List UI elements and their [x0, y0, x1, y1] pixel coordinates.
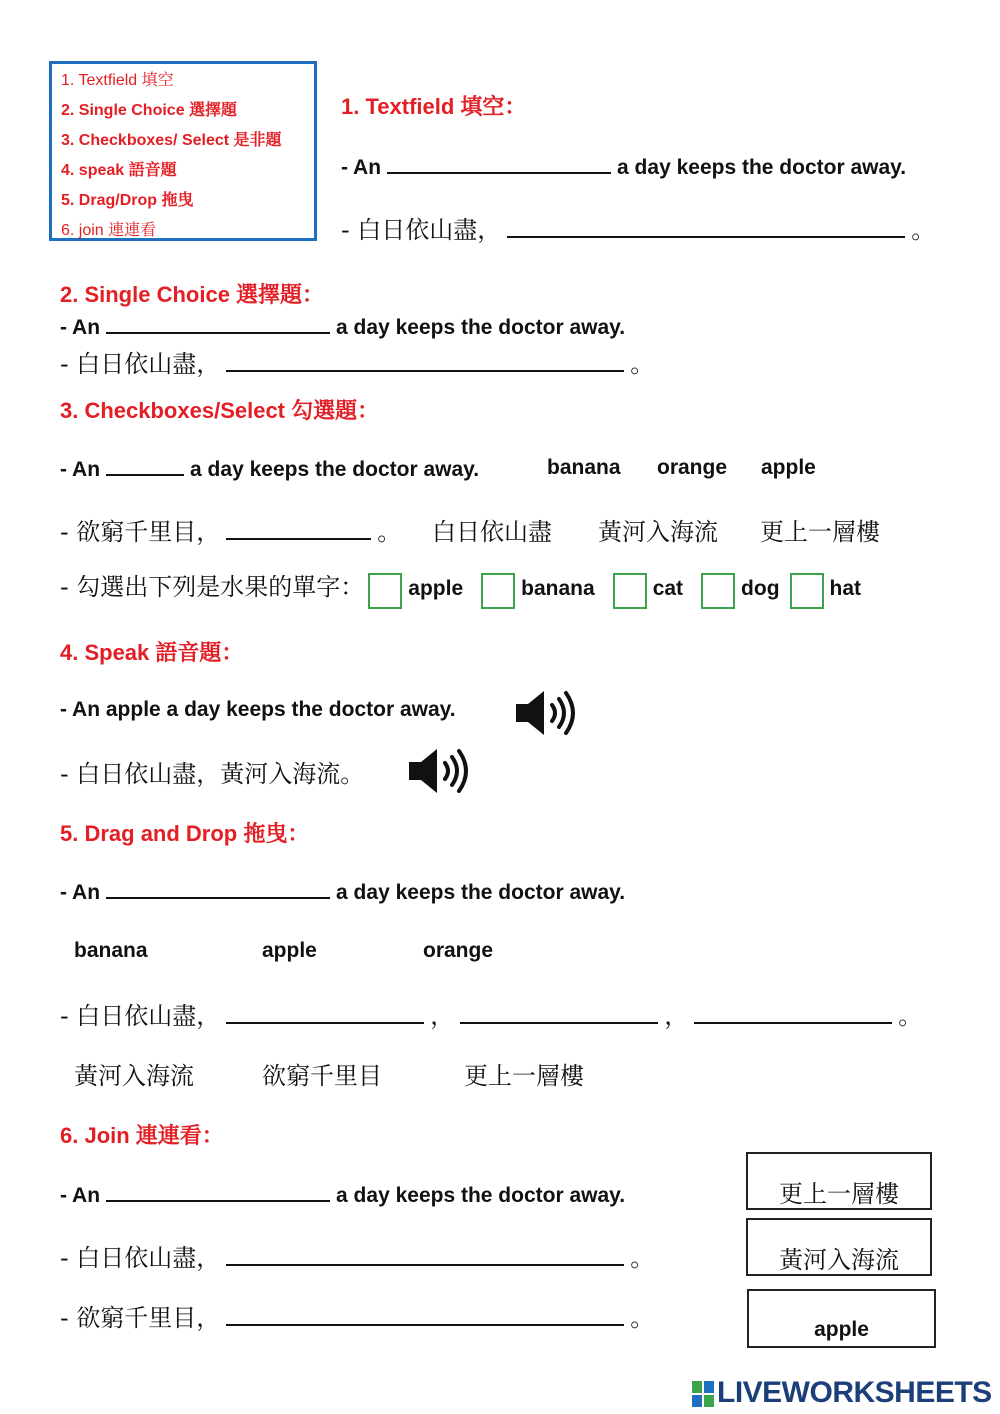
- section-2-heading: 2. Single Choice 選擇題：: [60, 282, 325, 307]
- q-text: - 白日依山盡，: [60, 1244, 221, 1272]
- s5-question-2: [60, 996, 922, 1031]
- select-option[interactable]: apple: [761, 456, 816, 479]
- q-text: - An: [60, 881, 101, 904]
- section-5-heading: 5. Drag and Drop 拖曳：: [60, 821, 310, 846]
- q-text: a day keeps the doctor away.: [190, 458, 480, 481]
- join-box-label: apple: [814, 1318, 869, 1341]
- section-3-heading: 3. Checkboxes/Select 勾選題：: [60, 398, 380, 423]
- join-box[interactable]: [746, 1152, 932, 1210]
- checkbox-label: dog: [741, 577, 780, 600]
- s2-question-2: [60, 344, 654, 379]
- q-text: a day keeps the doctor away.: [336, 881, 626, 904]
- q-text: a day keeps the doctor away.: [336, 316, 626, 339]
- s3-question-3: [60, 566, 861, 608]
- select-blank[interactable]: [226, 520, 371, 540]
- drop-zone[interactable]: [106, 879, 330, 899]
- q-text: 。: [377, 518, 402, 546]
- q-text: - An: [60, 458, 101, 481]
- join-line: [106, 1182, 330, 1202]
- select-blank[interactable]: [106, 456, 184, 476]
- q-text: 。: [630, 350, 655, 378]
- s1-question-1: [341, 154, 906, 180]
- q-text: 。: [911, 216, 936, 244]
- toc-item: 5. Drag/Drop 拖曳: [61, 192, 194, 209]
- select-option[interactable]: banana: [547, 456, 621, 479]
- join-line: [226, 1306, 624, 1326]
- s5-question-1: [60, 879, 625, 905]
- q-text: - An: [60, 316, 101, 339]
- join-box[interactable]: [747, 1289, 936, 1348]
- checkbox[interactable]: [790, 573, 824, 609]
- text-field[interactable]: [507, 218, 905, 238]
- drop-zone[interactable]: [694, 1004, 892, 1024]
- join-box[interactable]: [746, 1218, 932, 1276]
- q-text: - 勾選出下列是水果的單字：: [60, 573, 365, 601]
- q-text: - 欲窮千里目，: [60, 518, 221, 546]
- q-text: a day keeps the doctor away.: [617, 156, 907, 179]
- q-text: - 欲窮千里目，: [60, 1304, 221, 1332]
- s3-question-2: [60, 512, 401, 547]
- speaker-icon[interactable]: [514, 688, 578, 738]
- select-option[interactable]: 黃河入海流: [598, 518, 718, 546]
- drop-zone[interactable]: [460, 1004, 658, 1024]
- checkbox[interactable]: [613, 573, 647, 609]
- section-6-heading: 6. Join 連連看：: [60, 1123, 224, 1148]
- section-1-heading: 1. Textfield 填空：: [341, 94, 527, 119]
- checkbox-label: cat: [652, 577, 684, 600]
- q-text: 。: [898, 1002, 923, 1030]
- drag-word[interactable]: apple: [262, 939, 317, 962]
- choice-select[interactable]: [106, 314, 330, 334]
- s4-sentence-2: - 白日依山盡，黃河入海流。: [60, 760, 365, 788]
- toc-item: 3. Checkboxes/ Select 是非題: [61, 132, 282, 149]
- toc-item: 2. Single Choice 選擇題: [61, 102, 238, 119]
- q-text: 。: [630, 1244, 655, 1272]
- drag-word[interactable]: 欲窮千里目: [262, 1062, 382, 1090]
- drag-word[interactable]: 更上一層樓: [464, 1062, 584, 1090]
- s6-question-2: [60, 1238, 654, 1273]
- checkbox-label: banana: [521, 577, 595, 600]
- toc-box: [49, 61, 317, 241]
- drag-word[interactable]: banana: [74, 939, 148, 962]
- join-box-label: 黃河入海流: [779, 1246, 899, 1274]
- checkbox[interactable]: [368, 573, 402, 609]
- s4-sentence-1: - An apple a day keeps the doctor away.: [60, 698, 456, 721]
- q-text: - 白日依山盡，: [60, 350, 221, 378]
- checkbox[interactable]: [701, 573, 735, 609]
- liveworksheets-mark-icon: [692, 1381, 714, 1407]
- q-text: - 白日依山盡，: [341, 216, 502, 244]
- drag-word[interactable]: 黃河入海流: [74, 1062, 194, 1090]
- q-text: a day keeps the doctor away.: [336, 1184, 626, 1207]
- s6-question-3: [60, 1298, 654, 1333]
- toc-item: 4. speak 語音題: [61, 162, 177, 179]
- select-option[interactable]: 更上一層樓: [760, 518, 880, 546]
- liveworksheets-logo: [692, 1376, 992, 1410]
- select-option[interactable]: orange: [657, 456, 728, 479]
- q-text: ，: [664, 1002, 689, 1030]
- s1-question-2: [341, 210, 935, 245]
- logo-text: LIVEWORKSHEETS: [717, 1376, 992, 1409]
- s2-question-1: [60, 314, 625, 340]
- q-text: - 白日依山盡，: [60, 1002, 221, 1030]
- checkbox-label: hat: [829, 577, 862, 600]
- q-text: ，: [430, 1002, 455, 1030]
- toc-item: 6. join 連連看: [61, 222, 157, 239]
- section-4-heading: 4. Speak 語音題：: [60, 640, 244, 665]
- drag-word[interactable]: orange: [423, 939, 494, 962]
- q-text: - An: [60, 1184, 101, 1207]
- q-text: - An: [341, 156, 382, 179]
- q-text: 。: [630, 1304, 655, 1332]
- checkbox[interactable]: [481, 573, 515, 609]
- toc-item: 1. Textfield 填空: [61, 72, 174, 89]
- s3-question-1: [60, 456, 479, 482]
- choice-select[interactable]: [226, 352, 624, 372]
- join-line: [226, 1246, 624, 1266]
- checkbox-label: apple: [408, 577, 464, 600]
- text-field[interactable]: [387, 154, 611, 174]
- join-box-label: 更上一層樓: [779, 1180, 899, 1208]
- speaker-icon[interactable]: [407, 746, 471, 796]
- select-option[interactable]: 白日依山盡: [432, 518, 552, 546]
- drop-zone[interactable]: [226, 1004, 424, 1024]
- s6-question-1: [60, 1182, 625, 1208]
